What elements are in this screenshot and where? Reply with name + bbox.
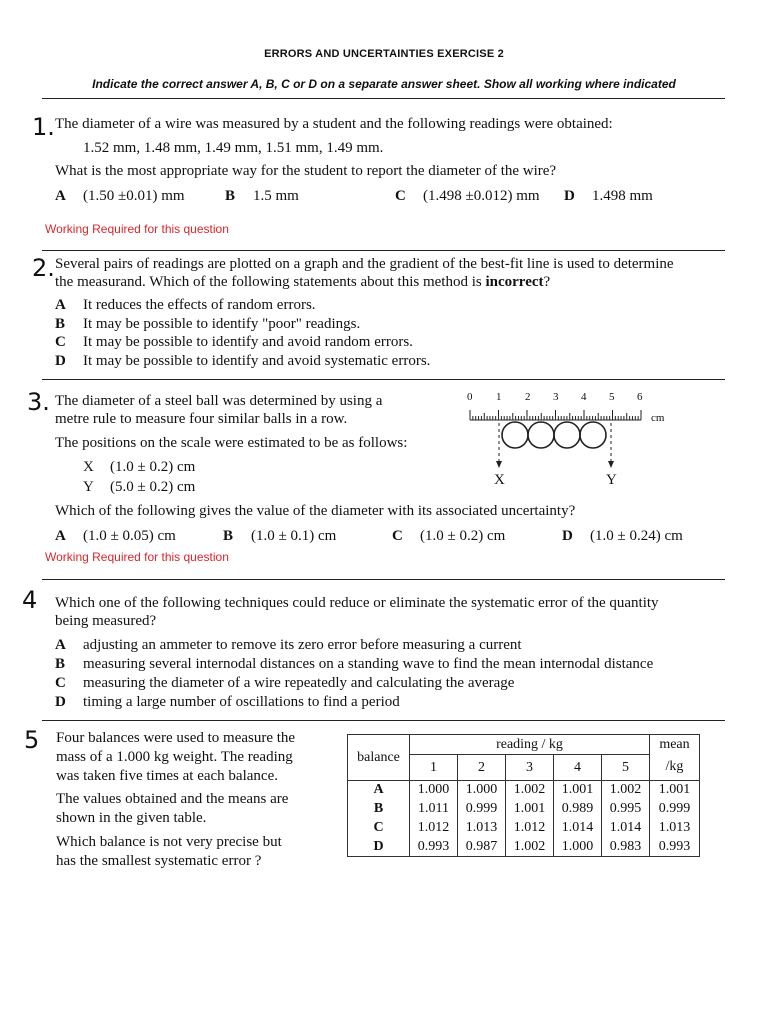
q5-text-line: mass of a 1.000 kg weight. The reading [56,749,293,765]
q1-readings: 1.52 mm, 1.48 mm, 1.49 mm, 1.51 mm, 1.49 mm. [83,140,384,156]
question-number-5: 5 [24,726,40,754]
q4-option-c: C measuring the diameter of a wire repeatedly and calculating the average [55,675,515,691]
q4-stem-line2: being measured? [55,613,157,629]
q5-text-line: Four balances were used to measure the [56,730,296,746]
ruler-tick-label: 2 [525,391,531,403]
reading-cell: 1.000 [554,838,602,857]
q2-stem-line1: Several pairs of readings are plotted on a graph and the gradient of the best-fit line is used to determine [55,256,674,272]
q3-option-a: A (1.0 ± 0.05) cm [55,528,176,544]
mean-cell: 1.013 [650,819,700,838]
q4-option-d: D timing a large number of oscillations to find a period [55,694,400,710]
reading-cell: 1.012 [410,819,458,838]
reading-cell: 1.014 [602,819,650,838]
column-header: 4 [554,755,602,781]
q3-option-b: B (1.0 ± 0.1) cm [223,528,337,544]
instruction-text: Indicate the correct answer A, B, C or D on a separate answer sheet. Show all working where indicated [92,77,676,91]
question-number-2: 2. [32,254,55,282]
q1-stem: The diameter of a wire was measured by a student and the following readings were obtained: [55,116,613,132]
mean-cell: 1.001 [650,781,700,800]
column-header: 1 [410,755,458,781]
reading-cell: 1.012 [506,819,554,838]
q2-option-c: C It may be possible to identify and avoid random errors. [55,334,413,350]
balance-header: balance [348,735,410,781]
ruler-tick-label: 4 [581,391,587,403]
marker-y-label: Y [606,472,617,488]
q1-option-b: B 1.5 mm [225,188,299,204]
q5-text-line: was taken five times at each balance. [56,768,278,784]
divider [42,250,725,251]
q4-option-a: A adjusting an ammeter to remove its zero error before measuring a current [55,637,522,653]
q1-option-c: C (1.498 ±0.012) mm [395,188,540,204]
ruler-tick-label: 0 [467,391,473,403]
mean-unit-header: /kg [650,755,700,781]
reading-cell: 0.999 [458,800,506,819]
reading-cell: 1.002 [602,781,650,800]
reading-cell: 0.995 [602,800,650,819]
column-header: 2 [458,755,506,781]
working-required-note: Working Required for this question [45,550,229,564]
q3-position-y: Y (5.0 ± 0.2) cm [83,479,196,495]
reading-cell: 0.989 [554,800,602,819]
q2-option-a: A It reduces the effects of random errors. [55,297,316,313]
q2-option-d: D It may be possible to identify and avoid systematic errors. [55,353,431,369]
ruler-tick-label: 1 [496,391,502,403]
question-number-4: 4 [22,586,38,614]
reading-cell: 1.002 [506,838,554,857]
ruler-tick-label: 5 [609,391,615,403]
mean-cell: 0.993 [650,838,700,857]
reading-cell: 1.001 [554,781,602,800]
balance-label: A [348,781,410,800]
q3-option-c: C (1.0 ± 0.2) cm [392,528,506,544]
balance-readings-table [347,734,700,857]
page-title: ERRORS AND UNCERTAINTIES EXERCISE 2 [264,48,504,60]
question-number-3: 3. [27,388,50,416]
column-header: 5 [602,755,650,781]
reading-cell: 1.002 [506,781,554,800]
mean-header: mean [650,735,700,755]
reading-cell: 1.000 [410,781,458,800]
q3-stem-line2: metre rule to measure four similar balls in a row. [55,411,348,427]
table-row [348,838,700,857]
q3-option-d: D (1.0 ± 0.24) cm [562,528,683,544]
reading-cell: 1.011 [410,800,458,819]
column-header: 3 [506,755,554,781]
balance-label: C [348,819,410,838]
q2-stem-line2: the measurand. Which of the following statements about this method is incorrect? [55,274,551,290]
balance-label: D [348,838,410,857]
table-row [348,781,700,800]
marker-x-label: X [494,472,505,488]
divider [42,720,725,721]
mean-cell: 0.999 [650,800,700,819]
ruler-with-balls [460,405,650,485]
reading-header: reading / kg [410,735,650,755]
divider [42,379,725,380]
table-row [348,800,700,819]
working-required-note: Working Required for this question [45,222,229,236]
reading-cell: 0.983 [602,838,650,857]
reading-cell: 0.993 [410,838,458,857]
ruler-tick-label: 6 [637,391,643,403]
q1-question: What is the most appropriate way for the student to report the diameter of the wire? [55,163,557,179]
q4-stem-line1: Which one of the following techniques could reduce or eliminate the systematic error of the quantity [55,595,659,611]
q4-option-b: B measuring several internodal distances on a standing wave to find the mean internodal distance [55,656,654,672]
q2-option-b: B It may be possible to identify "poor" readings. [55,316,361,332]
ruler-unit: cm [651,412,665,424]
q5-text-line: The values obtained and the means are [56,791,289,807]
q5-text-line: has the smallest systematic error ? [56,853,262,869]
balance-label: B [348,800,410,819]
reading-cell: 1.013 [458,819,506,838]
divider [42,98,725,99]
q3-position-x: X (1.0 ± 0.2) cm [83,459,196,475]
q5-text-line: shown in the given table. [56,810,207,826]
q3-positions-intro: The positions on the scale were estimated to be as follows: [55,435,408,451]
reading-cell: 0.987 [458,838,506,857]
reading-cell: 1.014 [554,819,602,838]
q3-question: Which of the following gives the value of the diameter with its associated uncertainty? [55,503,576,519]
q1-option-a: A (1.50 ±0.01) mm [55,188,185,204]
table-row [348,819,700,838]
ruler-tick-label: 3 [553,391,559,403]
divider [42,579,725,580]
reading-cell: 1.001 [506,800,554,819]
reading-cell: 1.000 [458,781,506,800]
q5-text-line: Which balance is not very precise but [56,834,282,850]
q1-option-d: D 1.498 mm [564,188,653,204]
q3-stem-line1: The diameter of a steel ball was determined by using a [55,393,383,409]
question-number-1: 1. [32,113,55,141]
